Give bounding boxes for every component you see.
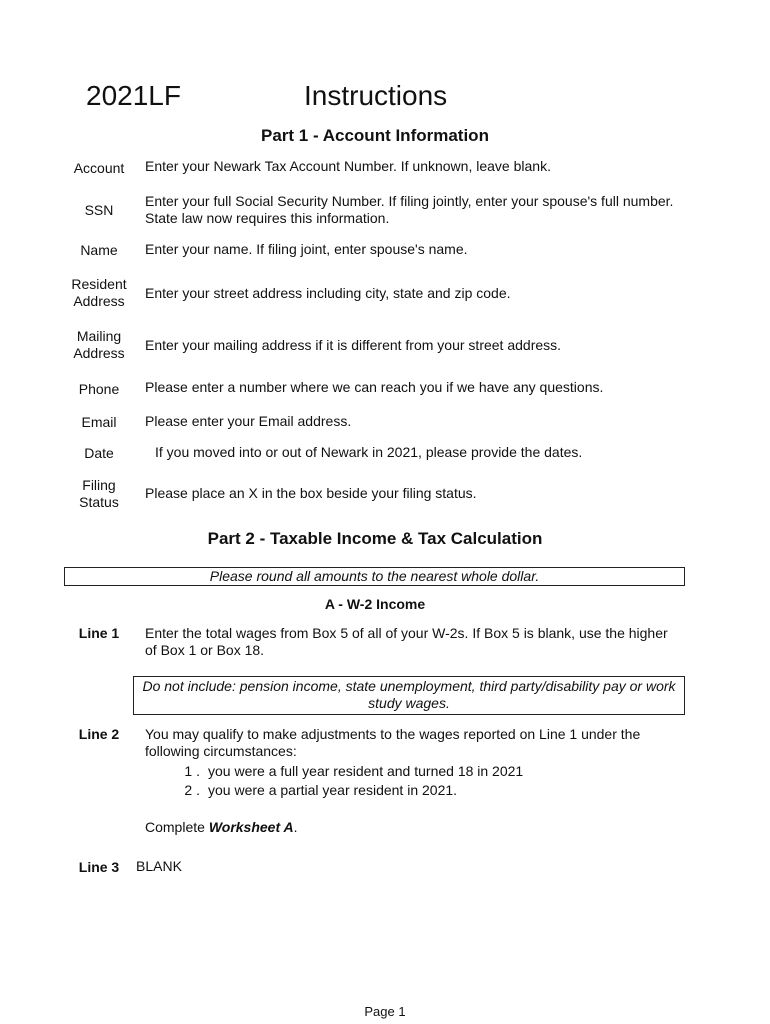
line2-item-1-text: you were a full year resident and turned 18 in 2021 xyxy=(208,763,524,779)
w2-income-subheading: A - W-2 Income xyxy=(324,596,426,612)
line2-item-2-number: 2 . xyxy=(184,782,200,798)
line2-item-2-text: you were a partial year resident in 2021. xyxy=(208,782,458,798)
complete-prefix: Complete xyxy=(145,819,209,835)
line1-label: Line 1 xyxy=(78,625,120,641)
part1-heading: Part 1 - Account Information xyxy=(261,126,489,145)
form-code: 2021LF xyxy=(86,80,181,111)
label-name: Name xyxy=(80,242,118,258)
complete-worksheet-line xyxy=(145,819,298,835)
round-note-box: Please round all amounts to the nearest whole dollar. xyxy=(64,567,685,586)
text-name: Enter your name. If filing joint, enter spouse's name. xyxy=(145,241,468,257)
line3-text: BLANK xyxy=(136,858,182,874)
line2-item-1 xyxy=(172,762,523,781)
complete-suffix: . xyxy=(293,819,298,835)
worksheet-a-ref: Worksheet A xyxy=(208,819,294,835)
line2-item-1-number: 1 . xyxy=(184,763,200,779)
line3-label: Line 3 xyxy=(78,859,120,875)
text-phone: Please enter a number where we can reach you if we have any questions. xyxy=(145,379,604,395)
label-ssn: SSN xyxy=(84,202,114,218)
text-ssn: Enter your full Social Security Number. If filing jointly, enter your spouse's full number. State law now requires this information. xyxy=(145,193,674,226)
label-resident-address: Resident Address xyxy=(71,276,127,309)
text-account: Enter your Newark Tax Account Number. If unknown, leave blank. xyxy=(145,158,551,174)
text-filing-status: Please place an X in the box beside your filing status. xyxy=(145,485,477,501)
label-phone: Phone xyxy=(78,381,120,397)
page-title: Instructions xyxy=(304,80,448,111)
line1-text: Enter the total wages from Box 5 of all of your W-2s. If Box 5 is blank, use the higher of Box 1 or Box 18. xyxy=(145,625,668,658)
label-account: Account xyxy=(73,160,125,176)
line1-exclusion-note: Do not include: pension income, state unemployment, third party/disability pay or work study wages. xyxy=(133,676,685,715)
line2-label: Line 2 xyxy=(78,726,120,742)
text-date: If you moved into or out of Newark in 2021, please provide the dates. xyxy=(155,444,583,460)
text-mailing-address: Enter your mailing address if it is different from your street address. xyxy=(145,337,562,353)
label-mailing-address: Mailing Address xyxy=(73,328,125,361)
label-filing-status: Filing Status xyxy=(79,477,119,510)
label-email: Email xyxy=(81,414,117,430)
label-date: Date xyxy=(84,445,114,461)
page-number: Page 1 xyxy=(364,1004,406,1019)
text-resident-address: Enter your street address including city, state and zip code. xyxy=(145,285,511,301)
line2-item-2 xyxy=(172,781,457,800)
part2-heading: Part 2 - Taxable Income & Tax Calculation xyxy=(207,529,543,548)
line2-text: You may qualify to make adjustments to the wages reported on Line 1 under the following circumstances: xyxy=(145,726,641,759)
text-email: Please enter your Email address. xyxy=(145,413,352,429)
